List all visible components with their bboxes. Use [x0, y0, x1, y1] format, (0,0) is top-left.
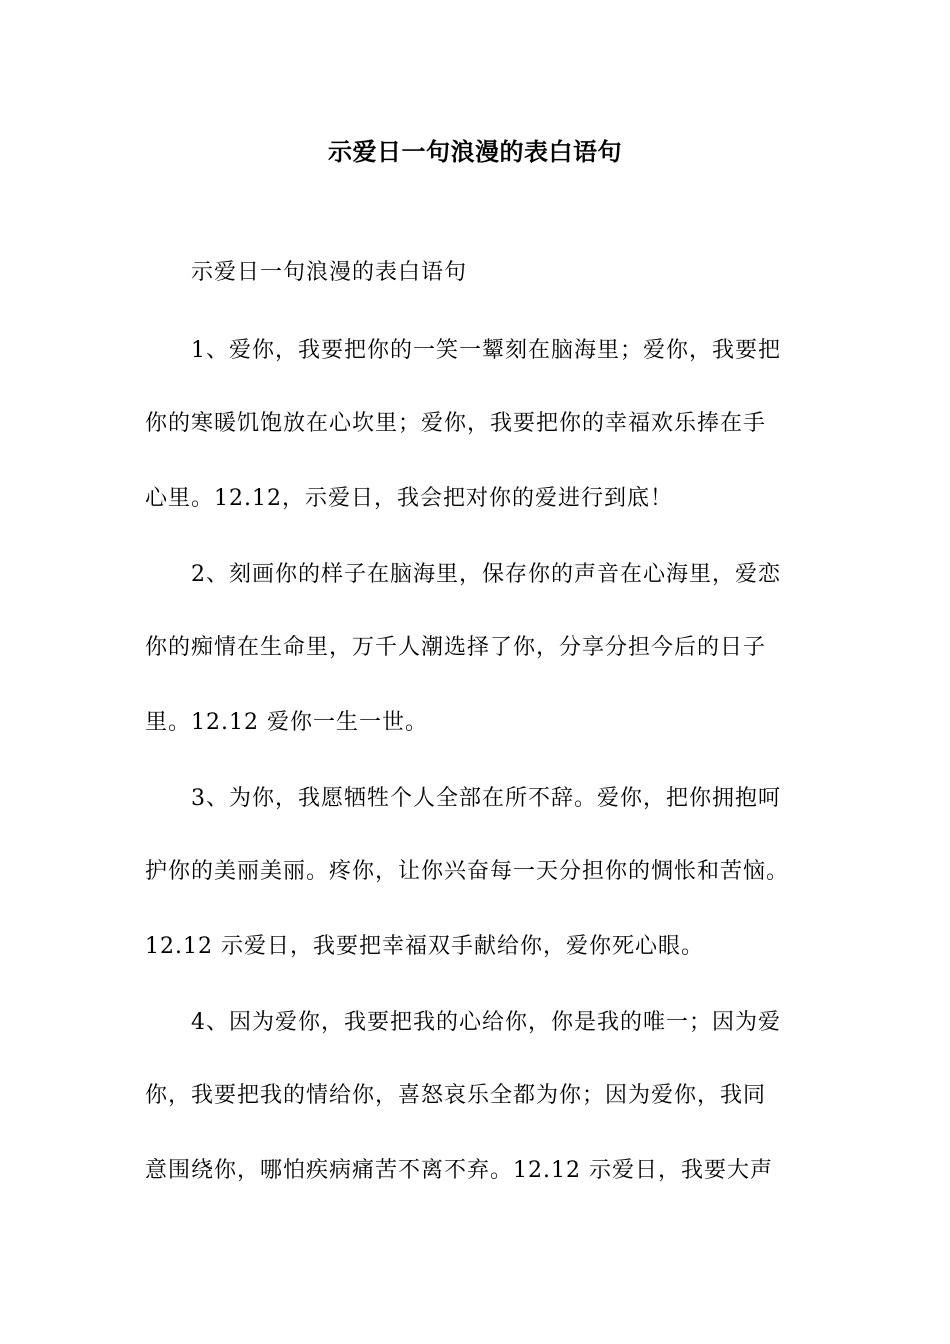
- document-title: 示爱日一句浪漫的表白语句: [328, 137, 622, 166]
- text-line: 你的寒暖饥饱放在心坎里；爱你，我要把你的幸福欢乐捧在手: [145, 411, 767, 436]
- text-line: 示爱日一句浪漫的表白语句: [145, 260, 468, 285]
- text-line: 2、刻画你的样子在脑海里，保存你的声音在心海里，爱恋: [145, 562, 781, 587]
- text-line: 4、因为爱你，我要把我的心给你，你是我的唯一；因为爱: [145, 1010, 781, 1035]
- text-line: 意围绕你，哪怕疾病痛苦不离不弃。12.12 示爱日，我要大声: [145, 1158, 773, 1183]
- text-line: 12.12 示爱日，我要把幸福双手献给你，爱你死心眼。: [145, 934, 704, 959]
- text-line: 你，我要把我的情给你，喜怒哀乐全都为你；因为爱你，我同: [145, 1083, 767, 1108]
- text-line: 你的痴情在生命里，万千人潮选择了你，分享分担今后的日子: [145, 635, 767, 660]
- text-line: 心里。12.12，示爱日，我会把对你的爱进行到底！: [145, 486, 673, 511]
- text-line: 里。12.12 爱你一生一世。: [145, 710, 428, 735]
- text-line: 3、为你，我愿牺牲个人全部在所不辞。爱你，把你拥抱呵: [145, 786, 781, 811]
- text-line: 1、爱你，我要把你的一笑一颦刻在脑海里；爱你，我要把: [145, 338, 781, 363]
- text-line: 护你的美丽美丽。疼你，让你兴奋每一天分担你的惆怅和苦恼。: [145, 859, 790, 884]
